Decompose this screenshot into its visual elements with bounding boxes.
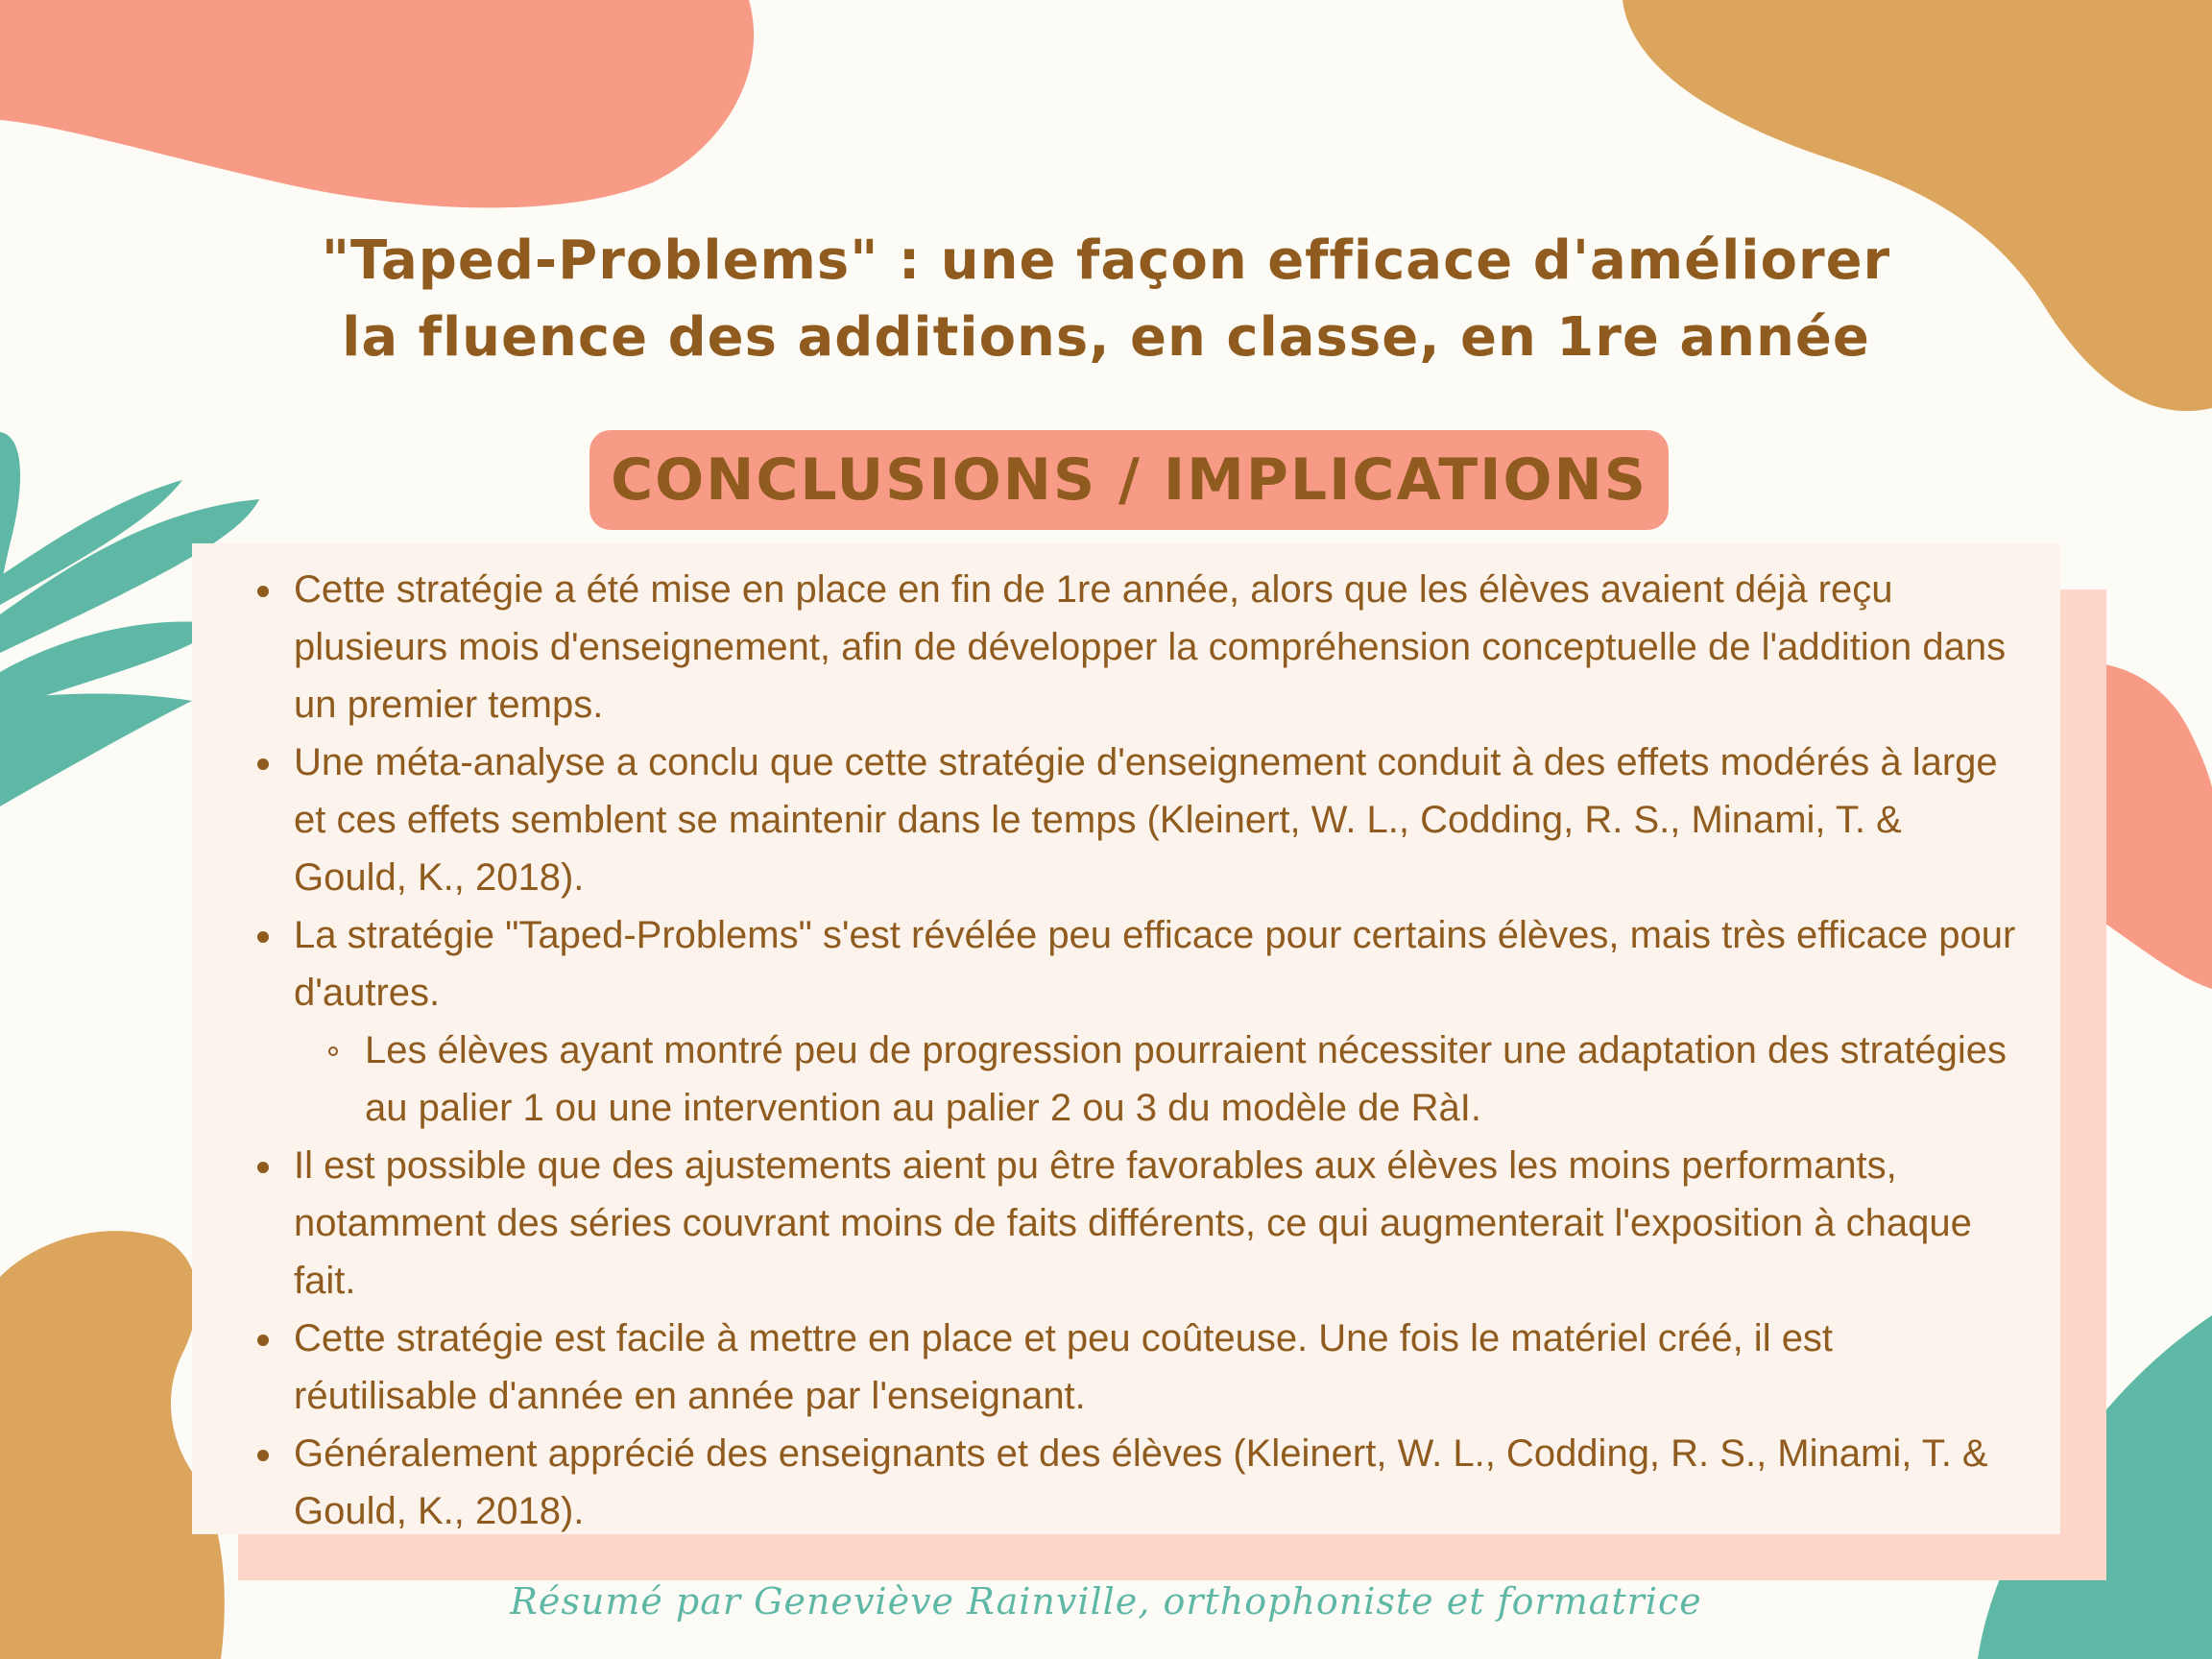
bullet-dot-icon (257, 1334, 269, 1346)
bullet-dot-icon (257, 1450, 269, 1461)
list-item (265, 1310, 2022, 1425)
salmon-blob-top-left (0, 0, 754, 207)
title-line-2: la fluence des additions, en classe, en 1re année (342, 306, 1870, 369)
page-title (0, 223, 2212, 376)
bullet-text: Cette stratégie est facile à mettre en place et peu coûteuse. Une fois le matériel créé, il est réutilisable d'année en année par l'enseignant. (294, 1317, 1834, 1417)
author-credit: Résumé par Geneviève Rainville, orthophoniste et formatrice (510, 1580, 1702, 1623)
bullet-text: Cette stratégie a été mise en place en fin de 1re année, alors que les élèves avaient déjà reçu plusieurs mois d'enseignement, afin de développer la compréhension conceptuelle de l'addition dans un premier temps. (294, 568, 2007, 726)
bullet-dot-icon (257, 931, 269, 943)
list-item (265, 1425, 2022, 1540)
list-item (265, 561, 2022, 733)
bullet-list (265, 561, 2022, 1540)
bullet-ring-icon (328, 1046, 338, 1056)
sub-bullet-text: Les élèves ayant montré peu de progression pourraient nécessiter une adaptation des stratégies au palier 1 ou une intervention au palier 2 ou 3 du modèle de RàI. (365, 1029, 2007, 1129)
content-panel (192, 543, 2060, 1534)
section-heading: CONCLUSIONS / IMPLICATIONS (611, 446, 1647, 514)
bullet-dot-icon (257, 586, 269, 597)
list-item (265, 906, 2022, 1022)
bullet-dot-icon (257, 1162, 269, 1173)
bullet-dot-icon (257, 758, 269, 770)
bullet-text: Généralement apprécié des enseignants et des élèves (Kleinert, W. L., Codding, R. S., Minami, T. & Gould, K., 2018). (294, 1432, 1988, 1532)
bullet-text: La stratégie "Taped-Problems" s'est révélée peu efficace pour certains élèves, mais très efficace pour d'autres. (294, 914, 2016, 1014)
bullet-text: Une méta-analyse a conclu que cette stratégie d'enseignement conduit à des effets modérés à large et ces effets semblent se maintenir dans le temps (Kleinert, W. L., Codding, R. S., Minami, T. & Gould, K., 2018). (294, 741, 1998, 899)
sub-list-item (336, 1022, 2022, 1137)
title-line-1: "Taped-Problems" : une façon efficace d'améliorer (321, 229, 1891, 292)
section-heading-badge (589, 430, 1669, 530)
list-item (265, 733, 2022, 906)
bullet-text: Il est possible que des ajustements aient pu être favorables aux élèves les moins performants, notamment des séries couvrant moins de faits différents, ce qui augmenterait l'exposition à chaque fait. (294, 1144, 1972, 1302)
list-item (265, 1137, 2022, 1310)
